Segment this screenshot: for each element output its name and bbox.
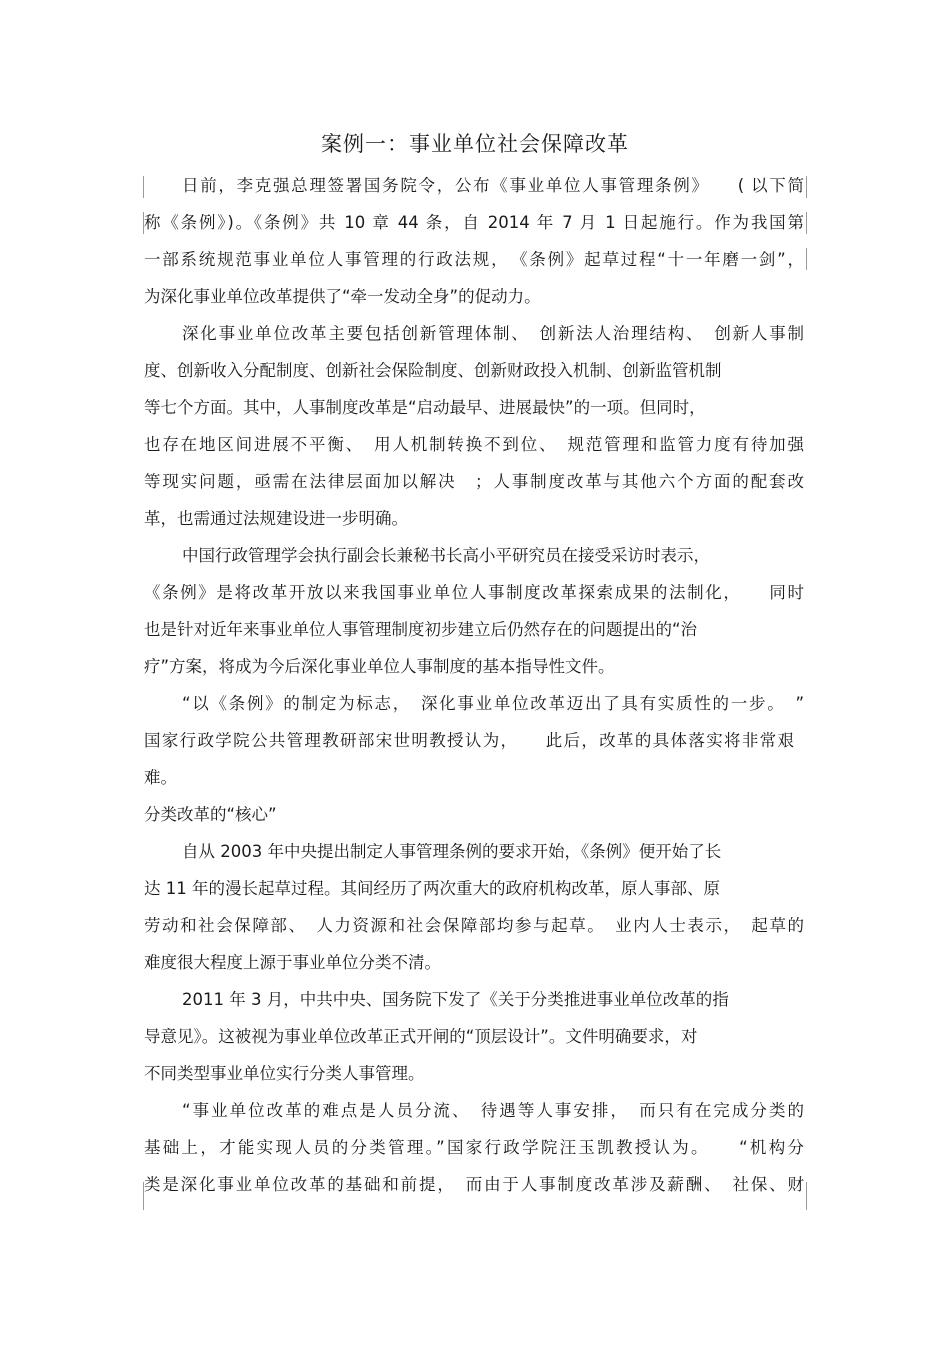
text-line: 等现实问题，亟需在法律层面加以解决 ；人事制度改革与其他六个方面的配套改 (144, 472, 804, 491)
text-line: 达 11 年的漫长起草过程。其间经历了两次重大的政府机构改革，原人事部、原 (144, 879, 720, 898)
text-line: 难度很大程度上源于事业单位分类不清。 (144, 953, 441, 972)
text-line: 为深化事业单位改革提供了“牵一发动全身”的促动力。 (144, 287, 541, 306)
text-line: 革，也需通过法规建设进一步明确。 (144, 509, 408, 528)
text-line: 中国行政管理学会执行副会长兼秘书长高小平研究员在接受采访时表示， (182, 546, 710, 565)
section-heading: 分类改革的“核心” (144, 805, 277, 824)
text-line: 类是深化事业单位改革的基础和前提， 而由于人事制度改革涉及薪酬、 社保、财 (144, 1175, 804, 1194)
text-line: “事业单位改革的难点是人员分流、 待遇等人事安排， 而只有在完成分类的 (182, 1101, 804, 1120)
right-rule (806, 176, 807, 198)
text-line: 自从 2003 年中央提出制定人事管理条例的要求开始，《条例》便开始了长 (182, 842, 722, 861)
text-line: 基础上，才能实现人员的分类管理。”国家行政学院汪玉凯教授认为。 “机构分 (144, 1138, 804, 1157)
right-rule (806, 248, 807, 270)
text-line: 称《条例》)。《条例》共 10 章 44 条，自 2014 年 7 月 1 日起施行。作为我国第 (144, 213, 804, 232)
text-line: 也是针对近年来事业单位人事管理制度初步建立后仍然存在的问题提出的“治 (144, 620, 698, 639)
text-line: “以《条例》的制定为标志， 深化事业单位改革迈出了具有实质性的一步。 ” (182, 694, 804, 713)
text-line: 难。 (144, 768, 177, 787)
text-line: 一部系统规范事业单位人事管理的行政法规， 《条例》起草过程“十一年磨一剑”， (144, 250, 804, 269)
text-line: 日前，李克强总理签署国务院令，公布《事业单位人事管理条例》 ( 以下简 (182, 176, 804, 195)
document-title: 案例一：事业单位社会保障改革 (321, 132, 629, 156)
left-rule (143, 176, 144, 198)
text-line: 导意见》。这被视为事业单位改革正式开闸的“顶层设计”。文件明确要求，对 (144, 1027, 698, 1046)
text-line: 国家行政学院公共管理教研部宋世明教授认为， 此后，改革的具体落实将非常艰 (144, 731, 794, 750)
text-line: 度、创新收入分配制度、创新社会保险制度、创新财政投入机制、创新监管机制 (144, 361, 722, 380)
text-line: 2011 年 3 月，中共中央、国务院下发了《关于分类推进事业单位改革的指 (182, 990, 729, 1009)
text-line: 《条例》是将改革开放以来我国事业单位人事制度改革探索成果的法制化， 同时 (144, 583, 804, 602)
right-rule (806, 212, 807, 234)
right-rule (806, 1182, 807, 1210)
text-line: 不同类型事业单位实行分类人事管理。 (144, 1064, 425, 1083)
text-line: 也存在地区间进展不平衡、 用人机制转换不到位、 规范管理和监管力度有待加强 (144, 435, 804, 454)
text-line: 劳动和社会保障部、 人力资源和社会保障部均参与起草。 业内人士表示， 起草的 (144, 916, 804, 935)
text-line: 疗”方案，将成为今后深化事业单位人事制度的基本指导性文件。 (144, 657, 615, 676)
text-line: 等七个方面。其中，人事制度改革是“启动最早、进展最快”的一项。但同时， (144, 398, 706, 417)
text-line: 深化事业单位改革主要包括创新管理体制、 创新法人治理结构、 创新人事制 (182, 324, 804, 343)
